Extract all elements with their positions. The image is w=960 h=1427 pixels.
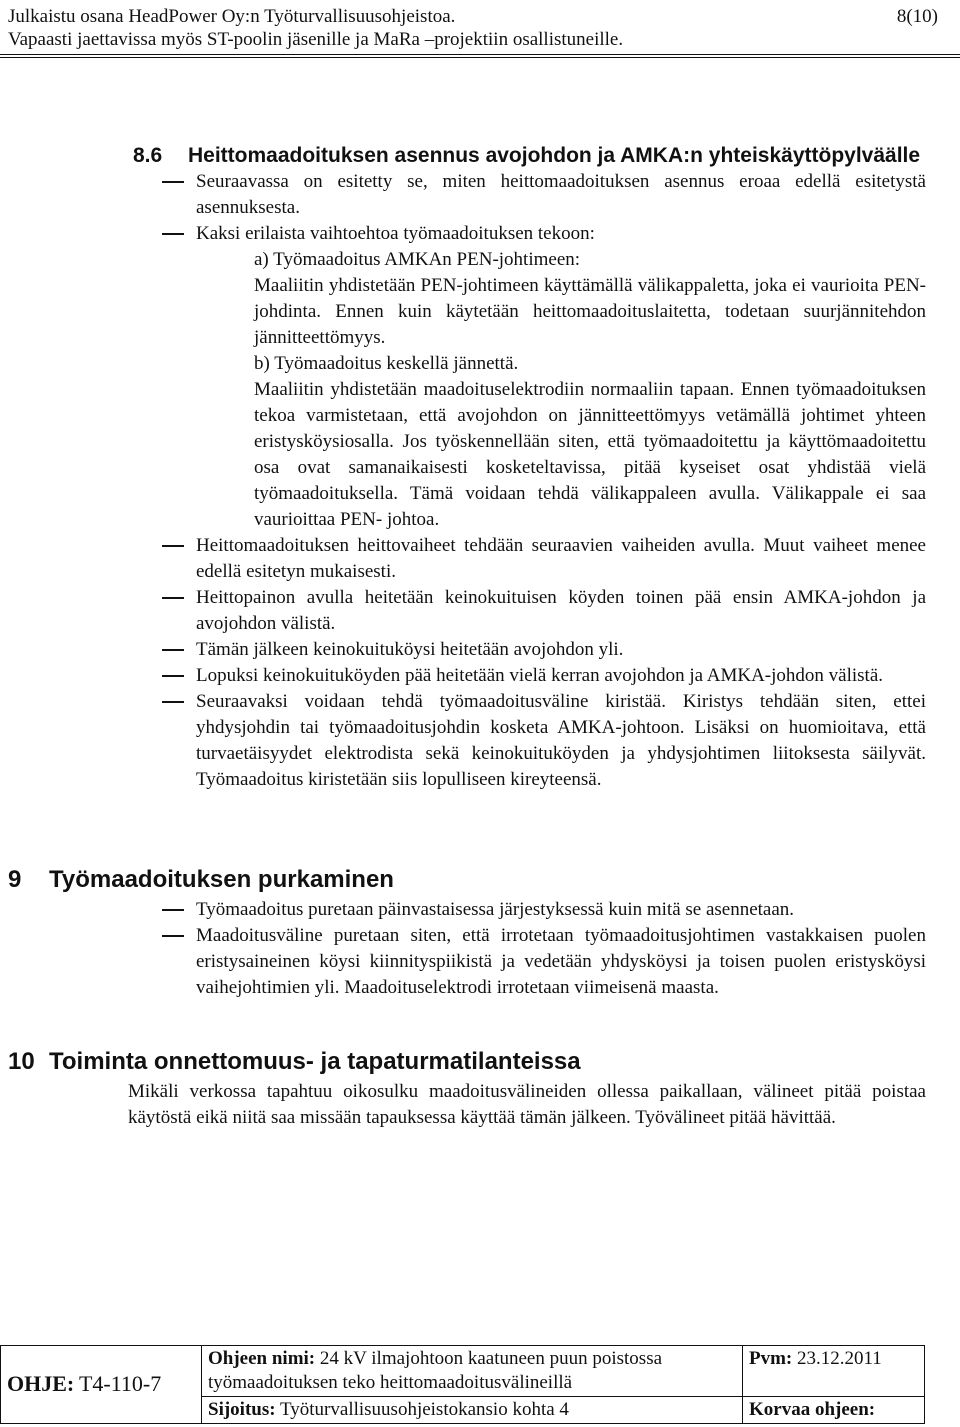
footer-pvm-value: 23.12.2011 [797,1348,882,1369]
option-a-title: a) Työmaadoitus AMKAn PEN-johtimeen: [254,249,581,270]
section-10-text: Mikäli verkossa tapahtuu oikosulku maadoitusvälineiden ollessa paikallaan, välineet pitää poistaa käytöstä eikä niitä saa missään tapauksessa käyttää tämän jälkeen. Työvälineet pitää hävittää. [128,1081,926,1128]
document-body [0,143,960,1131]
option-b-title: b) Työmaadoitus keskellä jännettä. [254,353,519,374]
option-b-text: Maaliitin yhdistetään maadoituselektrodiin normaaliin tapaan. Ennen työmaadoituksen tekoa varmistetaan, että avojohdon on jännitteettömyys vetämällä johtimet yhteen eristysköysiosalla. Jos työskennellään siten, että työmaadoitettu ja käyttömaadoitettu osa ovat samanaikaisesti kosketeltavissa, pitää kyseiset osat yhdistää vielä työmaadoituksella. Tämä voidaan tehdä välikappaleen avulla. Välikappale ei saa vaurioittaa PEN- johtoa. [254,379,926,530]
dash-bullet-icon [162,649,184,651]
footer-korvaa-label: Korvaa ohjeen: [749,1399,876,1420]
list-item: Työmaadoitus puretaan päinvastaisessa järjestyksessä kuin mitä se asennetaan. [196,897,926,923]
section-number: 10 [8,1048,35,1075]
header-rule-top [0,54,960,55]
section-number: 9 [8,866,22,893]
page-number: 8(10) [896,6,938,27]
section-title: Toiminta onnettomuus- ja tapaturmatilanteissa [49,1048,581,1075]
dash-bullet-icon [162,909,184,911]
dash-bullet-icon [162,701,184,703]
header-line-2: Vapaasti jaettavissa myös ST-poolin jäsenille ja MaRa –projektiin osallistuneille. [8,29,624,50]
option-a-text: Maaliitin yhdistetään PEN-johtimeen käyttämällä välikappaletta, joka ei vaurioita PEN-johdinta. Ennen kuin käytetään heittomaadoituslaitetta, todetaan suurjännitehdon jännitteettömyys. [254,275,926,348]
section-10-heading [8,1047,960,1077]
document-footer-table [0,1345,925,1424]
list-item: Heittopainon avulla heitetään keinokuituisen köyden toinen pää ensin AMKA-johdon ja avojohdon välistä. [196,585,926,637]
dash-bullet-icon [162,545,184,547]
section-number: 8.6 [133,144,163,167]
dash-bullet-icon [162,233,184,235]
footer-korvaa-cell [743,1397,925,1424]
dash-bullet-icon [162,675,184,677]
list-item: Seuraavaksi voidaan tehdä työmaadoitusväline kiristää. Kiristys tehdään siten, ettei yhdysjohdin tai työmaadoitusjohdin kosketa AMKA-johtoon. Lisäksi on huomioitava, että turvaetäisyydet elektrodista sekä keinokuituköyden ja yhdysjohtimen liitoksesta säilyvät. Työmaadoitus kiristetään siis lopulliseen kireyteensä. [196,689,926,793]
footer-nimi-label: Ohjeen nimi: [208,1348,316,1369]
section-title: Työmaadoituksen purkaminen [49,866,394,893]
dash-bullet-icon [162,935,184,937]
header-rule-bottom [0,57,960,58]
footer-sijoitus-cell [202,1397,743,1424]
section-9-heading [8,865,960,895]
list-item: Maadoitusväline puretaan siten, että irrotetaan työmaadoitusjohtimen vastakkaisen puolen eristysaineinen köysi kiinnityspiikistä ja vedetään yhdysköysi ja toisen puolen eristysköysi vaihejohtimien yli. Maadoituselektrodi irrotetaan viimeisenä maasta. [196,923,926,1001]
section-title: Heittomaadoituksen asennus avojohdon ja AMKA:n yhteiskäyttöpylväälle [188,144,921,167]
dash-bullet-icon [162,181,184,183]
list-item: Kaksi erilaista vaihtoehtoa työmaadoituksen tekoon: a) Työmaadoitus AMKAn PEN-johtimeen: Maaliitin yhdistetään PEN-johtimeen käyttämällä välikappaletta, joka ei vaurioita PEN-johdinta. Ennen kuin käytetään heittomaadoituslaitetta, todetaan suurjännitehdon jännitteettömyys. b) Työmaadoitus keskellä jännettä. Maaliitin yhdistetään maadoituselektrodiin normaaliin tapaan. Ennen työmaadoituksen tekoa varmistetaan, että avojohdon on jännitteettömyys vetämällä johtimet yhteen eristysköysiosalla. Jos työskennellään siten, että työmaadoitettu ja käyttömaadoitettu osa ovat samanaikaisesti kosketeltavissa, pitää kyseiset osat yhdistää vielä työmaadoituksella. Tämä voidaan tehdä välikappaleen avulla. Välikappale ei saa vaurioittaa PEN- johtoa. [196,221,926,533]
footer-nimi-value: 24 kV ilmajohtoon kaatuneen puun poistossa työmaadoituksen teko heittomaadoitusvälineillä [208,1348,663,1393]
footer-ohje-cell [1,1346,202,1424]
list-item: Heittomaadoituksen heittovaiheet tehdään seuraavien vaiheiden avulla. Muut vaiheet menee edellä esitetyn mukaisesti. [196,533,926,585]
footer-pvm-label: Pvm: [749,1348,793,1369]
footer-nimi-cell [202,1346,743,1397]
list-item: Tämän jälkeen keinokuituköysi heitetään avojohdon yli. [196,637,926,663]
dash-bullet-icon [162,597,184,599]
footer-sijoitus-label: Sijoitus: [208,1399,276,1420]
option-a [254,247,926,533]
section-8-6-list [0,169,960,793]
header-line-1: Julkaistu osana HeadPower Oy:n Työturvallisuusohjeistoa. [8,6,456,27]
section-8-6-heading [133,143,930,169]
list-item: Seuraavassa on esitetty se, miten heittomaadoituksen asennus eroaa edellä esitetystä asennuksesta. [196,169,926,221]
footer-ohje-value: T4-110-7 [78,1370,162,1396]
list-item: Lopuksi keinokuituköyden pää heitetään vielä kerran avojohdon ja AMKA-johdon välistä. [196,663,926,689]
section-9-list [0,897,960,1001]
footer-sijoitus-value: Työturvallisuusohjeistokansio kohta 4 [280,1399,569,1420]
footer-pvm-cell [743,1346,925,1397]
footer-ohje-label: OHJE: [7,1370,75,1396]
